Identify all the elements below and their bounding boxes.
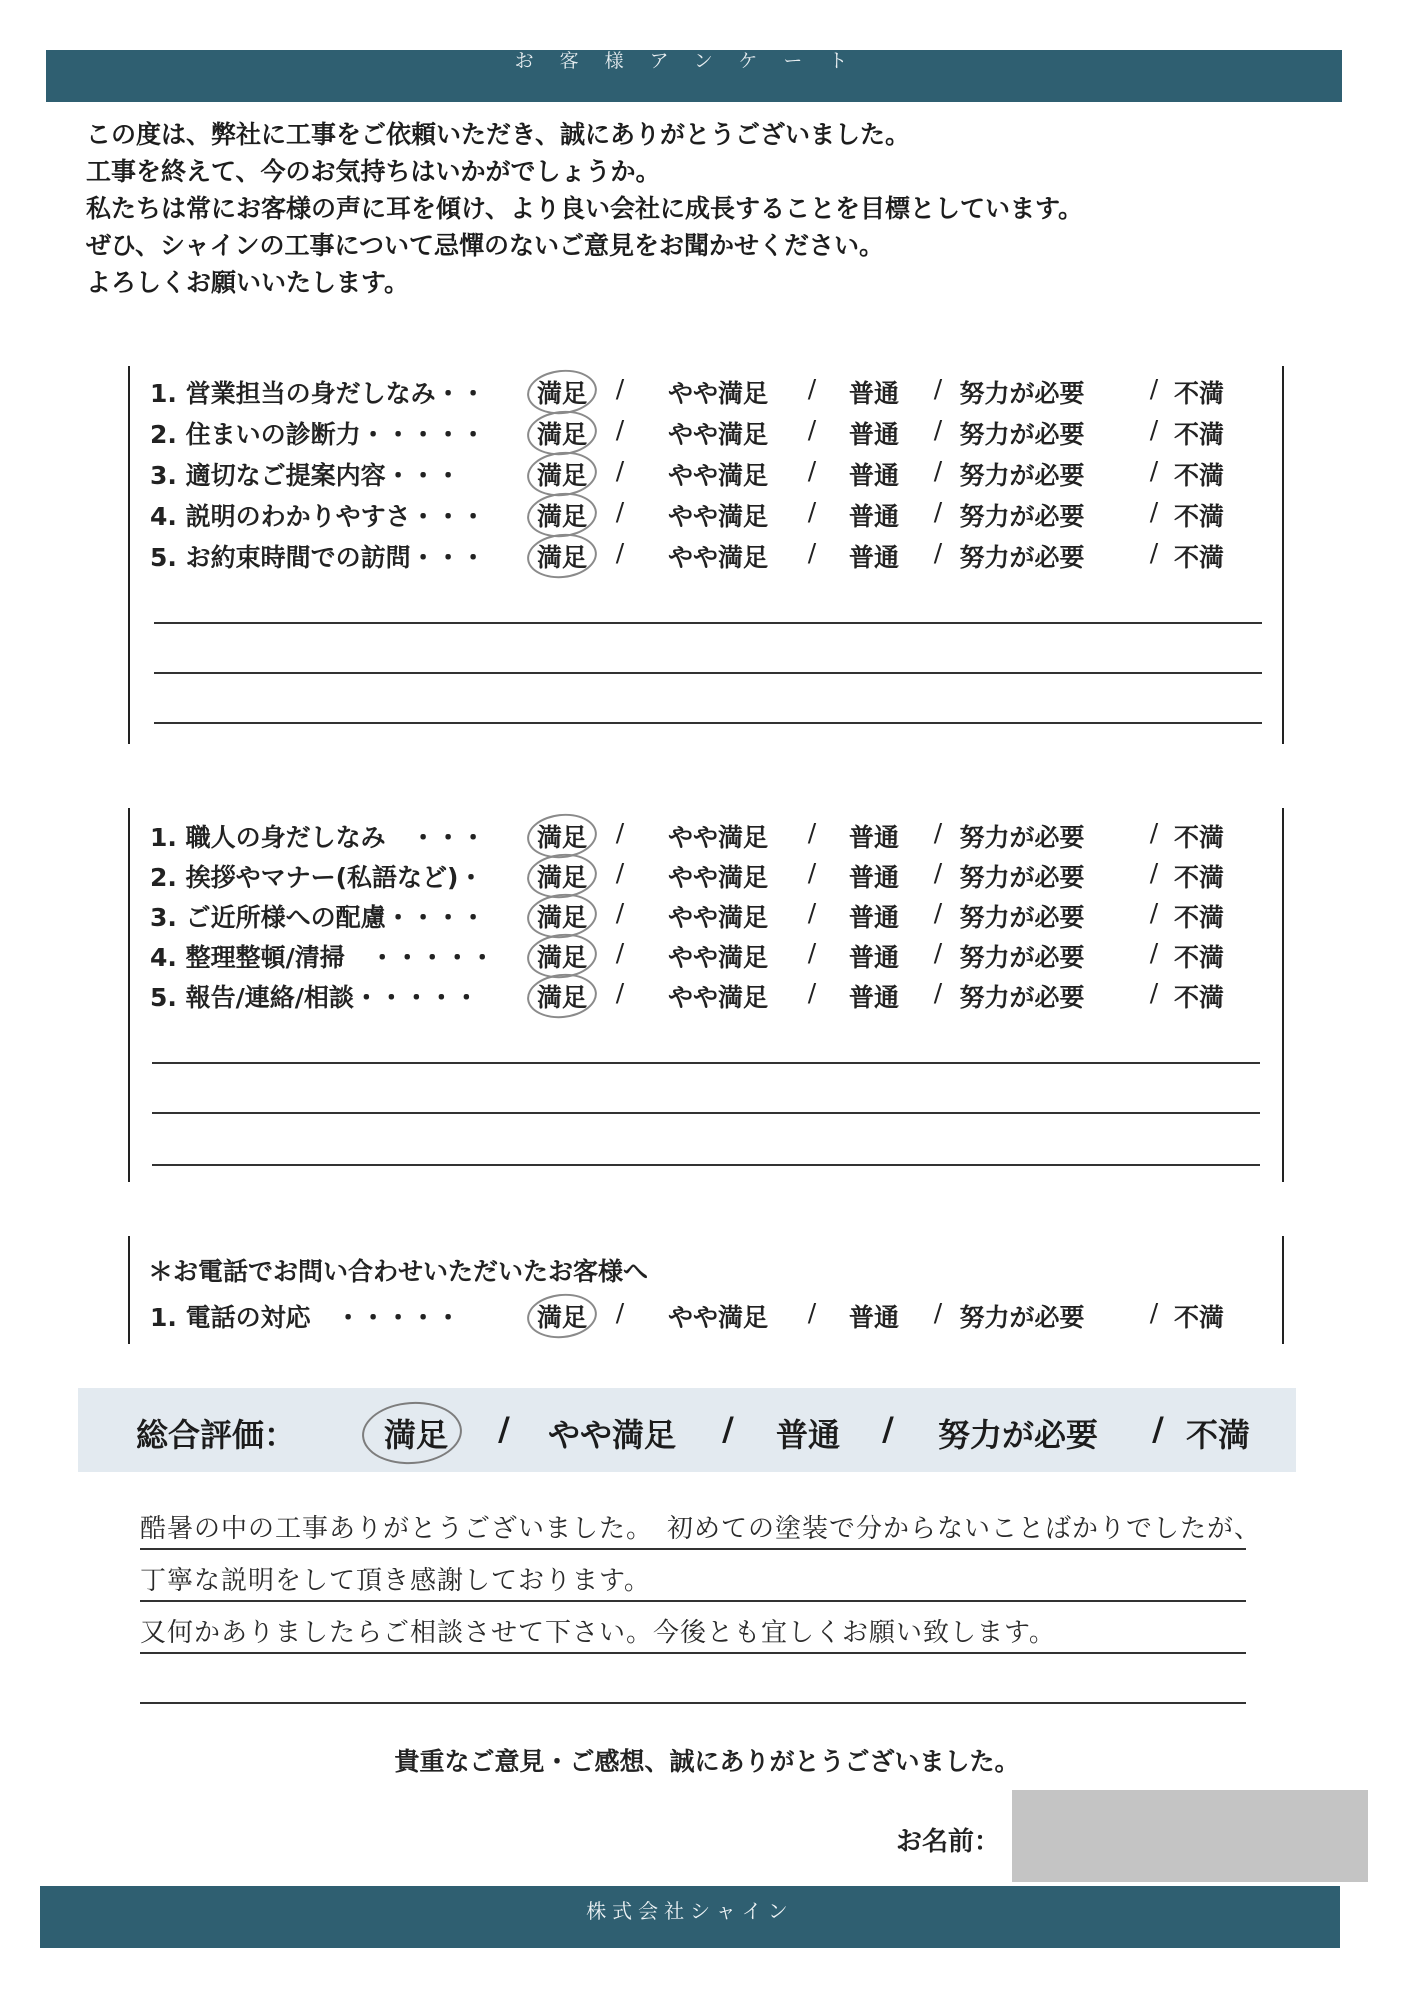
rating-item-label: 1. 職人の身だしなみ ・・・ [150,823,486,852]
rating-option[interactable]: 不満 [1173,1303,1225,1332]
option-separator: / [1149,898,1159,927]
rating-option[interactable]: 普通 [848,461,900,490]
rating-option[interactable]: 普通 [848,823,900,852]
option-separator: / [1149,978,1159,1007]
option-separator: / [933,538,943,567]
rating-row [130,452,1282,492]
rating-option[interactable]: 普通 [848,379,900,408]
option-separator: / [807,374,817,403]
option-separator: / [807,497,817,526]
option-separator: / [933,456,943,485]
rating-option[interactable]: 努力が必要 [959,502,1085,531]
rating-row [130,854,1282,894]
rating-item-label: 1. 電話の対応 ・・・・・ [150,1303,461,1332]
rating-option[interactable]: 努力が必要 [959,379,1085,408]
option-separator: / [1149,374,1159,403]
rating-option[interactable]: 不満 [1173,903,1225,932]
sales-rating-section [128,366,1284,744]
rating-option[interactable]: 努力が必要 [959,1303,1085,1332]
option-separator: / [615,497,625,526]
option-separator: / [882,1410,894,1448]
rating-option[interactable]: 満足 [537,456,587,492]
rating-option[interactable]: 満足 [537,818,587,854]
rating-option[interactable]: 満足 [537,938,587,974]
option-separator: / [933,497,943,526]
rating-option[interactable]: やや満足 [667,943,769,972]
rating-row [130,814,1282,854]
comment-rule [140,1652,1246,1654]
rating-row [130,894,1282,934]
rating-option[interactable]: 普通 [848,903,900,932]
company-name: 株式会社シャイン [586,1899,794,1923]
rating-option[interactable]: 普通 [848,420,900,449]
rating-option[interactable]: 努力が必要 [959,823,1085,852]
option-separator: / [1149,1298,1159,1327]
rating-option[interactable]: 満足 [537,374,587,410]
option-separator: / [1149,818,1159,847]
name-label: お名前： [896,1827,1001,1857]
rating-option[interactable]: 不満 [1173,863,1225,892]
rating-option[interactable]: やや満足 [667,983,769,1012]
thanks-message: 貴重なご意見・ご感想、誠にありがとうございました。 [394,1747,1020,1776]
option-separator: / [807,415,817,444]
intro-line: 工事を終えて、今のお気持ちはいかがでしょうか。 [86,157,661,186]
rating-option[interactable]: やや満足 [667,863,769,892]
rating-option[interactable]: 努力が必要 [959,543,1085,572]
overall-option[interactable]: 努力が必要 [937,1416,1099,1454]
rating-option[interactable]: やや満足 [667,823,769,852]
handwritten-comment: 酷暑の中の工事ありがとうございました。 初めての塗装で分からないことばかりでしたが、 [140,1514,1262,1544]
comment-rule [154,622,1262,624]
rating-option[interactable]: やや満足 [667,502,769,531]
rating-item-label: 4. 説明のわかりやすさ・・・ [150,502,486,531]
option-separator: / [807,978,817,1007]
rating-option[interactable]: 不満 [1173,823,1225,852]
option-separator: / [615,415,625,444]
rating-row [130,934,1282,974]
survey-title: お客様アンケート [514,50,874,72]
handwritten-comment: 丁寧な説明をして頂き感謝しております。 [140,1566,651,1596]
comment-rule [152,1164,1260,1166]
rating-option[interactable]: 努力が必要 [959,863,1085,892]
rating-option[interactable]: やや満足 [667,379,769,408]
comment-rule [152,1062,1260,1064]
comment-rule [154,672,1262,674]
intro-line: ぜひ、シャインの工事について忌憚のないご意見をお聞かせください。 [86,231,885,260]
rating-option[interactable]: 普通 [848,502,900,531]
option-separator: / [933,858,943,887]
craftsman-rating-section [128,808,1284,1182]
rating-item-label: 3. 適切なご提案内容・・・ [150,461,461,490]
rating-item-label: 4. 整理整頓/清掃 ・・・・・ [150,943,495,972]
option-separator: / [615,978,625,1007]
rating-option[interactable]: 努力が必要 [959,420,1085,449]
rating-option[interactable]: 努力が必要 [959,943,1085,972]
option-separator: / [615,938,625,967]
option-separator: / [807,898,817,927]
option-separator: / [615,538,625,567]
rating-option[interactable]: 普通 [848,983,900,1012]
intro-line: よろしくお願いいたします。 [86,268,410,297]
comment-rule [140,1702,1246,1704]
option-separator: / [615,1298,625,1327]
rating-option[interactable]: 満足 [537,1298,587,1334]
comment-rule [152,1112,1260,1114]
rating-option[interactable]: やや満足 [667,903,769,932]
handwritten-comment: 又何かありましたらご相談させて下さい。今後とも宜しくお願い致します。 [140,1618,1056,1648]
rating-option[interactable]: 不満 [1173,379,1225,408]
comment-rule [140,1600,1246,1602]
option-separator: / [1152,1410,1164,1448]
option-separator: / [933,374,943,403]
option-separator: / [615,456,625,485]
rating-row [130,974,1282,1014]
rating-option[interactable]: 努力が必要 [959,983,1085,1012]
option-separator: / [807,938,817,967]
option-separator: / [615,374,625,403]
option-separator: / [807,456,817,485]
option-separator: / [615,858,625,887]
overall-option[interactable]: 普通 [775,1416,841,1454]
rating-row [130,534,1282,574]
header-bar [46,50,1342,102]
rating-item-label: 2. 住まいの診断力・・・・・ [150,420,486,449]
option-separator: / [498,1410,510,1448]
rating-option[interactable]: やや満足 [667,420,769,449]
rating-option[interactable]: 満足 [537,497,587,533]
option-separator: / [933,415,943,444]
option-separator: / [1149,456,1159,485]
option-separator: / [1149,858,1159,887]
option-separator: / [807,858,817,887]
rating-item-label: 5. 報告/連絡/相談・・・・・ [150,983,479,1012]
intro-line: この度は、弊社に工事をご依頼いただき、誠にありがとうございました。 [86,120,911,149]
rating-option[interactable]: 普通 [848,1303,900,1332]
rating-option[interactable]: 普通 [848,943,900,972]
rating-option[interactable]: 満足 [537,898,587,934]
rating-option[interactable]: 努力が必要 [959,461,1085,490]
rating-option[interactable]: 不満 [1173,943,1225,972]
footer-bar [40,1886,1340,1948]
rating-option[interactable]: 満足 [537,858,587,894]
rating-option[interactable]: 不満 [1173,502,1225,531]
option-separator: / [1149,497,1159,526]
name-redaction-box [1012,1790,1368,1882]
rating-option[interactable]: やや満足 [667,1303,769,1332]
intro-text [86,116,1336,301]
phone-section-heading: ＊お電話でお問い合わせいただいたお客様へ [148,1257,649,1286]
rating-option[interactable]: 普通 [848,543,900,572]
option-separator: / [933,978,943,1007]
rating-option[interactable]: やや満足 [667,543,769,572]
comment-rule [140,1548,1246,1550]
rating-option[interactable]: 不満 [1173,983,1225,1012]
overall-rating-label: 総合評価： [136,1416,297,1454]
overall-rating-band [78,1388,1296,1472]
option-separator: / [1149,415,1159,444]
intro-line: 私たちは常にお客様の声に耳を傾け、より良い会社に成長することを目標としています。 [86,194,1084,223]
rating-option[interactable]: 努力が必要 [959,903,1085,932]
overall-option[interactable]: やや満足 [547,1416,677,1454]
option-separator: / [807,1298,817,1327]
rating-option[interactable]: やや満足 [667,461,769,490]
option-separator: / [933,1298,943,1327]
rating-item-label: 5. お約束時間での訪問・・・ [150,543,486,572]
option-separator: / [933,818,943,847]
rating-option[interactable]: 不満 [1173,461,1225,490]
rating-option[interactable]: 満足 [537,538,587,574]
rating-option[interactable]: 満足 [537,415,587,451]
rating-option[interactable]: 不満 [1173,543,1225,572]
rating-row [130,411,1282,451]
option-separator: / [1149,538,1159,567]
phone-rating-section [128,1236,1284,1344]
option-separator: / [807,538,817,567]
rating-row [130,370,1282,410]
option-separator: / [722,1410,734,1448]
rating-item-label: 1. 営業担当の身だしなみ・・ [150,379,486,408]
option-separator: / [933,938,943,967]
comment-rule [154,722,1262,724]
rating-option[interactable]: 不満 [1173,420,1225,449]
rating-option[interactable]: 普通 [848,863,900,892]
rating-item-label: 2. 挨拶やマナー(私語など)・ [150,863,484,892]
rating-row [130,493,1282,533]
option-separator: / [615,818,625,847]
option-separator: / [615,898,625,927]
overall-option[interactable]: 不満 [1185,1416,1251,1454]
option-separator: / [1149,938,1159,967]
rating-option[interactable]: 満足 [537,978,587,1014]
overall-option[interactable]: 満足 [384,1410,448,1456]
rating-row [130,1294,1282,1334]
rating-item-label: 3. ご近所様への配慮・・・・ [150,903,486,932]
option-separator: / [807,818,817,847]
option-separator: / [933,898,943,927]
